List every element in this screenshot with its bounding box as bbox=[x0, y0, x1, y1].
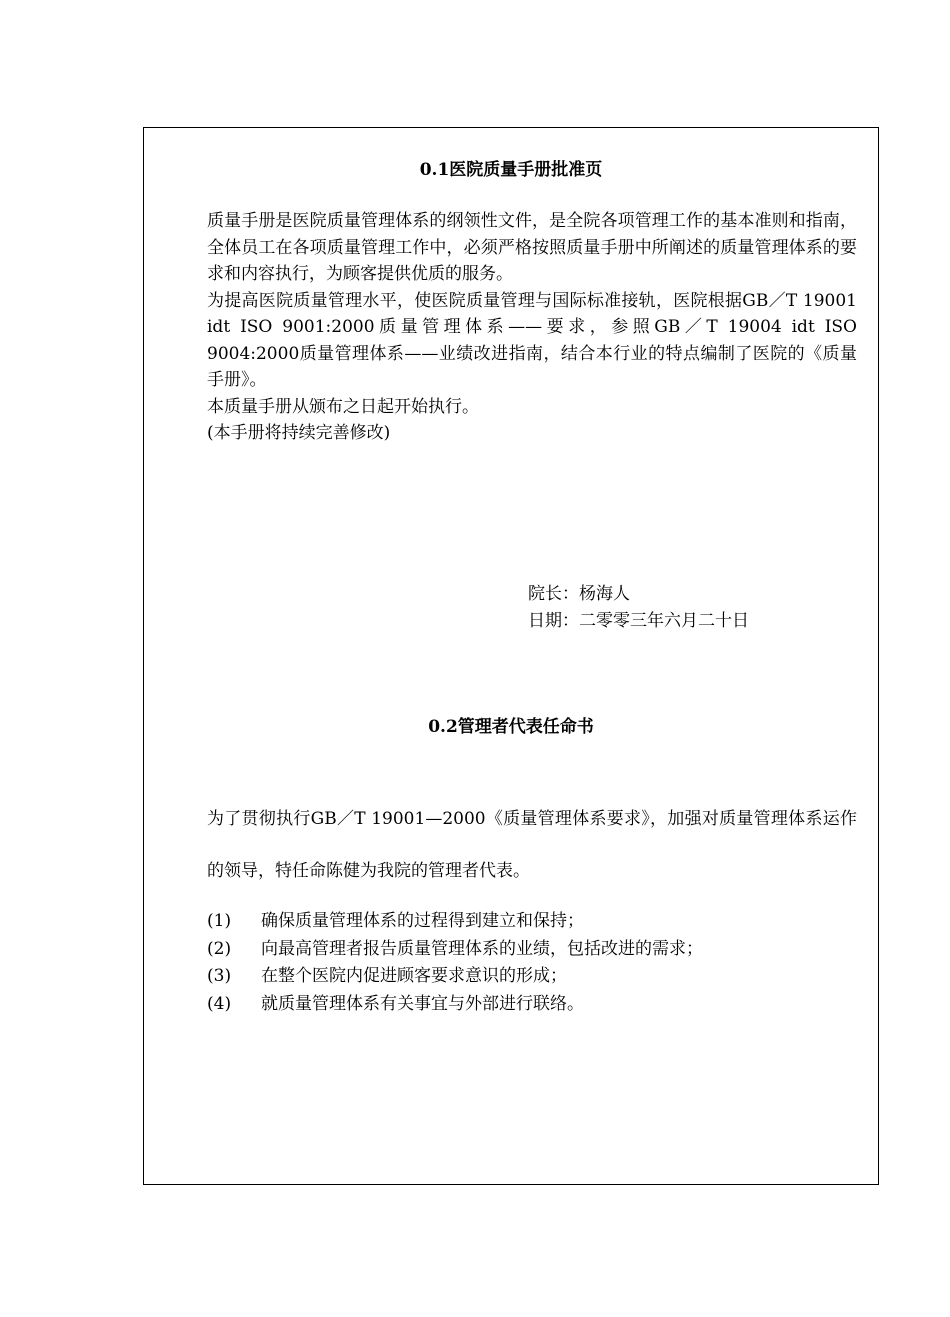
list-item-number: (1) bbox=[207, 911, 232, 931]
list-item-text: 就质量管理体系有关事宜与外部进行联络。 bbox=[261, 993, 584, 1014]
list-item-number: (4) bbox=[207, 993, 232, 1014]
list-item-text: 确保质量管理体系的过程得到建立和保持； bbox=[261, 911, 584, 931]
duties-list bbox=[207, 908, 857, 1018]
appointment-title: 0.2管理者代表任命书 bbox=[428, 717, 594, 737]
approval-page-title: 0.1医院质量手册批准页 bbox=[419, 160, 603, 180]
approval-paragraph-3: 本质量手册从颁布之日起开始执行。 bbox=[207, 396, 479, 417]
approval-paragraph-1: 质量手册是医院质量管理体系的纲领性文件，是全院各项管理工作的基本准则和指南，全体员工在各项质量管理工作中，必须严格按照质量手册中所阐述的质量管理体系的要求和内容执行，为顾客提供优质的服务。 bbox=[207, 211, 857, 284]
document-frame bbox=[143, 127, 879, 1185]
list-item bbox=[207, 963, 857, 991]
list-item-number: (2) bbox=[207, 938, 232, 959]
director-signature: 院长：杨海人 bbox=[528, 584, 630, 604]
approval-signature bbox=[528, 581, 749, 634]
list-item-text: 向最高管理者报告质量管理体系的业绩，包括改进的需求； bbox=[261, 938, 703, 959]
appointment-paragraph: 为了贯彻执行GB／T 19001—2000《质量管理体系要求》，加强对质量管理体系运作的领导，特任命陈健为我院的管理者代表。 bbox=[207, 809, 857, 881]
list-item bbox=[207, 936, 857, 964]
list-item-text: 在整个医院内促进顾客要求意识的形成； bbox=[261, 966, 567, 986]
appointment-body bbox=[207, 793, 857, 897]
list-item-number: (3) bbox=[207, 966, 232, 986]
approval-paragraph-4: (本手册将持续完善修改) bbox=[207, 423, 391, 443]
list-item bbox=[207, 991, 857, 1019]
approval-paragraph-2: 为提高医院质量管理水平，使医院质量管理与国际标准接轨，医院根据GB／T 19001 idt ISO 9001:2000质量管理体系——要求，参照GB／T 19004 idt ISO 9004:2000质量管理体系——业绩改进指南，结合本行业的特点编制了医院的《质量手册》。 bbox=[207, 290, 857, 390]
approval-body bbox=[207, 208, 857, 447]
list-item bbox=[207, 908, 857, 936]
approval-date: 日期：二零零三年六月二十日 bbox=[528, 610, 749, 631]
